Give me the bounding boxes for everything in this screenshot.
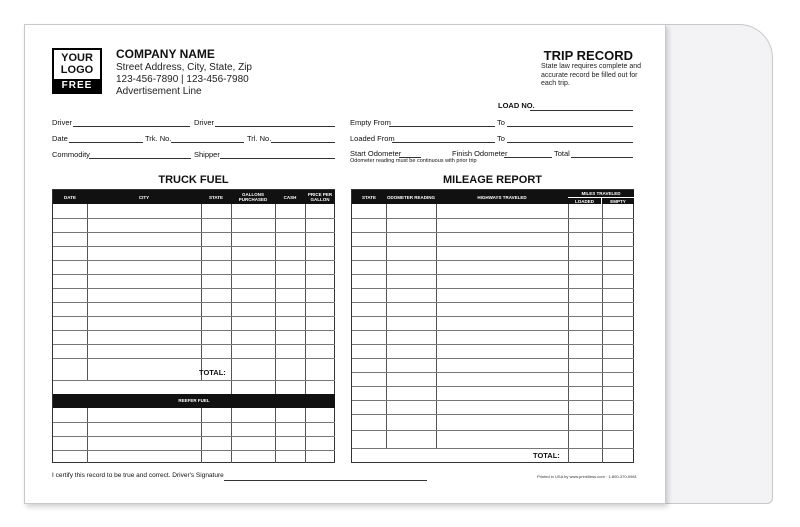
load-no-field[interactable] xyxy=(530,110,633,111)
grid-line xyxy=(53,274,335,275)
company-logo xyxy=(52,48,102,94)
commodity-field[interactable] xyxy=(89,158,191,159)
grid-line xyxy=(201,204,202,380)
grid-line xyxy=(53,436,335,437)
grid-line xyxy=(53,246,335,247)
loaded-from-field[interactable] xyxy=(392,142,495,143)
truck-fuel-table xyxy=(52,189,335,463)
logo-line-1: YOUR xyxy=(61,52,93,64)
driver-1-label: Driver xyxy=(52,118,72,127)
grid-line xyxy=(352,400,634,401)
logo-line-2: LOGO xyxy=(60,64,94,76)
col-cash: CASH xyxy=(275,190,305,204)
grid-line xyxy=(53,330,335,331)
start-odometer-label: Start Odometer xyxy=(350,149,402,158)
grid-line xyxy=(352,316,634,317)
grid-line xyxy=(352,246,634,247)
grid-line xyxy=(352,232,634,233)
col-price: PRICE PER GALLON xyxy=(305,190,335,204)
grid-line xyxy=(386,204,387,448)
trip-record-note: State law requires complete and accurate record be filled out for each trip. xyxy=(541,63,641,87)
grid-line xyxy=(352,430,634,431)
company-name: COMPANY NAME xyxy=(116,47,215,61)
trip-record-envelope xyxy=(24,24,666,504)
col-gallons: GALLONS PURCHASED xyxy=(231,190,275,204)
shipper-label: Shipper xyxy=(194,150,220,159)
grid-line xyxy=(352,358,634,359)
grid-line xyxy=(53,380,335,381)
date-field[interactable] xyxy=(69,142,143,143)
truck-fuel-total-label: TOTAL: xyxy=(199,368,226,377)
odometer-note: Odometer reading must be continuous with prior trip xyxy=(350,158,477,164)
grid-line xyxy=(352,372,634,373)
grid-line xyxy=(568,204,569,463)
grid-line xyxy=(352,330,634,331)
mileage-total-label: TOTAL: xyxy=(533,451,560,460)
driver-2-label: Driver xyxy=(194,118,214,127)
grid-line xyxy=(352,260,634,261)
certify-statement: I certify this record to be true and correct. Driver's Signature xyxy=(52,472,224,479)
grid-line xyxy=(352,414,634,415)
to-2-label: To xyxy=(497,134,505,143)
reefer-fuel-bar: REEFER FUEL xyxy=(53,394,335,408)
grid-line xyxy=(53,422,335,423)
grid-line xyxy=(352,386,634,387)
to-1-label: To xyxy=(497,118,505,127)
to-1-field[interactable] xyxy=(507,126,633,127)
to-2-field[interactable] xyxy=(507,142,633,143)
grid-line xyxy=(53,302,335,303)
grid-line xyxy=(53,218,335,219)
trl-no-field[interactable] xyxy=(271,142,335,143)
grid-line xyxy=(53,450,335,451)
driver-2-field[interactable] xyxy=(215,126,335,127)
grid-line xyxy=(53,232,335,233)
grid-line xyxy=(87,204,88,380)
finish-odometer-label: Finish Odometer xyxy=(452,149,508,158)
col-state: STATE xyxy=(201,190,231,204)
grid-line xyxy=(352,218,634,219)
col-miles-traveled: MILES TRAVELED xyxy=(568,190,634,197)
driver-1-field[interactable] xyxy=(73,126,190,127)
logo-line-3: FREE xyxy=(54,79,100,92)
shipper-field[interactable] xyxy=(220,158,335,159)
empty-from-field[interactable] xyxy=(389,126,495,127)
company-ad-line: Advertisement Line xyxy=(116,86,202,97)
col-loaded: LOADED xyxy=(568,197,602,204)
grid-line xyxy=(53,260,335,261)
grid-line xyxy=(436,204,437,448)
load-no-label: LOAD NO. xyxy=(498,101,535,110)
mileage-report-title: MILEAGE REPORT xyxy=(442,174,542,186)
empty-from-label: Empty From xyxy=(350,118,391,127)
trip-record-title: TRIP RECORD xyxy=(543,48,633,63)
finish-odometer-field[interactable] xyxy=(504,157,552,158)
commodity-label: Commodity xyxy=(52,150,90,159)
col-city: CITY xyxy=(87,190,201,204)
grid-line xyxy=(53,288,335,289)
company-address: Street Address, City, State, Zip xyxy=(116,62,252,73)
date-label: Date xyxy=(52,134,68,143)
company-phones: 123-456-7890 | 123-456-7980 xyxy=(116,74,249,85)
grid-line xyxy=(352,302,634,303)
odometer-total-field[interactable] xyxy=(571,157,633,158)
col-highways-traveled: HIGHWAYS TRAVELED xyxy=(436,190,568,204)
grid-line xyxy=(352,274,634,275)
envelope-flap xyxy=(660,24,773,504)
odometer-total-label: Total xyxy=(554,149,570,158)
grid-line xyxy=(53,344,335,345)
col-date: DATE xyxy=(53,190,87,204)
truck-fuel-title: TRUCK FUEL xyxy=(158,174,229,186)
col-mileage-state: STATE xyxy=(352,190,386,204)
col-empty: EMPTY xyxy=(602,197,634,204)
driver-signature-field[interactable] xyxy=(224,480,427,481)
grid-line xyxy=(352,448,634,449)
grid-line xyxy=(352,288,634,289)
trk-no-field[interactable] xyxy=(171,142,244,143)
trl-no-label: Trl. No. xyxy=(247,134,272,143)
grid-line xyxy=(53,316,335,317)
mileage-report-table xyxy=(351,189,634,463)
col-odometer-reading: ODOMETER READING xyxy=(386,190,436,204)
trk-no-label: Trk. No. xyxy=(145,134,172,143)
grid-line xyxy=(53,358,335,359)
grid-line xyxy=(602,204,603,463)
grid-line xyxy=(352,344,634,345)
loaded-from-label: Loaded From xyxy=(350,134,395,143)
printed-in-usa: Printed in USA by www.print4less.com · 1-800-370-0981 xyxy=(537,474,637,479)
